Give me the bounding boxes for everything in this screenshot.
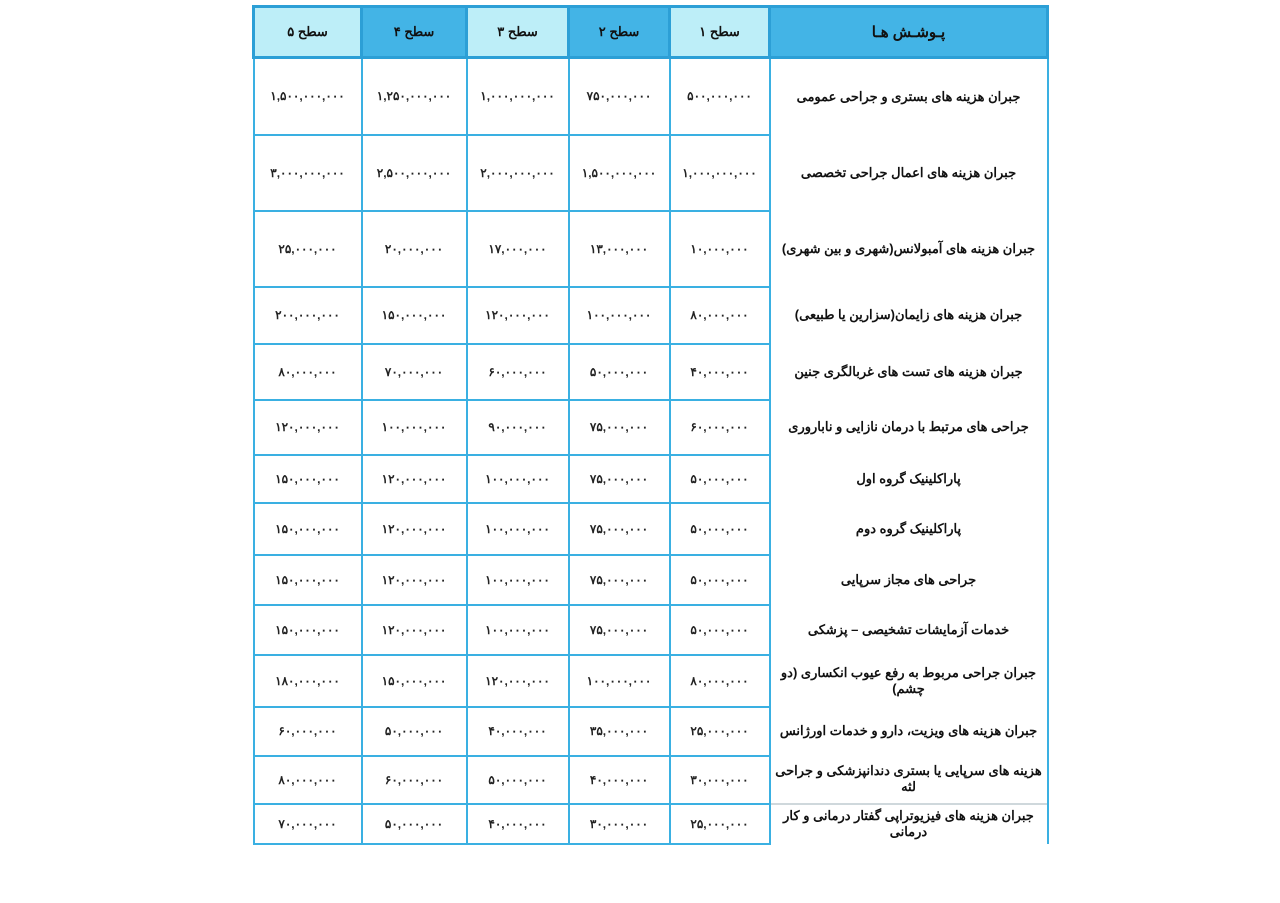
table-body [254, 58, 1048, 844]
level-3-value: ۱,۰۰۰,۰۰۰,۰۰۰ [467, 58, 569, 135]
level-5-value: ۸۰,۰۰۰,۰۰۰ [254, 344, 362, 400]
level-3-value: ۱۰۰,۰۰۰,۰۰۰ [467, 605, 569, 655]
level-2-value: ۷۵,۰۰۰,۰۰۰ [569, 555, 670, 605]
level-3-value: ۱۰۰,۰۰۰,۰۰۰ [467, 555, 569, 605]
coverage-label: پاراکلینیک گروه دوم [770, 503, 1048, 555]
level-2-value: ۱۰۰,۰۰۰,۰۰۰ [569, 655, 670, 707]
coverage-label: جبران هزینه های اعمال جراحی تخصصی [770, 135, 1048, 211]
coverage-label: هزینه های سرپایی یا بستری دندانپزشکی و جراحی لثه [770, 756, 1048, 804]
level-2-value: ۴۰,۰۰۰,۰۰۰ [569, 756, 670, 804]
level-4-value: ۶۰,۰۰۰,۰۰۰ [362, 756, 467, 804]
level-2-value: ۳۰,۰۰۰,۰۰۰ [569, 804, 670, 844]
coverage-label: جبران هزینه های آمبولانس(شهری و بین شهری) [770, 211, 1048, 287]
level-3-value: ۴۰,۰۰۰,۰۰۰ [467, 707, 569, 756]
coverage-label: جراحی های مرتبط با درمان نازایی و ناباروری [770, 400, 1048, 455]
coverage-label: جبران هزینه های بستری و جراحی عمومی [770, 58, 1048, 135]
level-2-value: ۷۵,۰۰۰,۰۰۰ [569, 503, 670, 555]
level-1-value: ۱۰,۰۰۰,۰۰۰ [670, 211, 770, 287]
level-5-value: ۳,۰۰۰,۰۰۰,۰۰۰ [254, 135, 362, 211]
table-row [254, 707, 1048, 756]
level-5-value: ۱۵۰,۰۰۰,۰۰۰ [254, 555, 362, 605]
coverage-table [252, 5, 1049, 845]
level-5-value: ۲۰۰,۰۰۰,۰۰۰ [254, 287, 362, 344]
table-row [254, 287, 1048, 344]
level-4-value: ۲,۵۰۰,۰۰۰,۰۰۰ [362, 135, 467, 211]
level-4-value: ۵۰,۰۰۰,۰۰۰ [362, 804, 467, 844]
level-2-value: ۵۰,۰۰۰,۰۰۰ [569, 344, 670, 400]
level-4-value: ۱۵۰,۰۰۰,۰۰۰ [362, 655, 467, 707]
coverage-label: جراحی های مجاز سرپایی [770, 555, 1048, 605]
level-1-value: ۲۵,۰۰۰,۰۰۰ [670, 707, 770, 756]
level-3-value: ۱۰۰,۰۰۰,۰۰۰ [467, 455, 569, 503]
table-row [254, 211, 1048, 287]
level-4-value: ۱۰۰,۰۰۰,۰۰۰ [362, 400, 467, 455]
level-3-value: ۱۰۰,۰۰۰,۰۰۰ [467, 503, 569, 555]
level-1-value: ۴۰,۰۰۰,۰۰۰ [670, 344, 770, 400]
level-4-value: ۱,۲۵۰,۰۰۰,۰۰۰ [362, 58, 467, 135]
header-level-3: سطح ۳ [467, 7, 569, 58]
table-row [254, 58, 1048, 135]
level-5-value: ۲۵,۰۰۰,۰۰۰ [254, 211, 362, 287]
level-1-value: ۵۰۰,۰۰۰,۰۰۰ [670, 58, 770, 135]
table-row [254, 655, 1048, 707]
table-row [254, 135, 1048, 211]
table-row [254, 804, 1048, 844]
level-1-value: ۵۰,۰۰۰,۰۰۰ [670, 605, 770, 655]
level-5-value: ۱,۵۰۰,۰۰۰,۰۰۰ [254, 58, 362, 135]
table-row [254, 756, 1048, 804]
level-4-value: ۱۵۰,۰۰۰,۰۰۰ [362, 287, 467, 344]
level-1-value: ۲۵,۰۰۰,۰۰۰ [670, 804, 770, 844]
header-level-1: سطح ۱ [670, 7, 770, 58]
level-2-value: ۷۵,۰۰۰,۰۰۰ [569, 605, 670, 655]
level-3-value: ۲,۰۰۰,۰۰۰,۰۰۰ [467, 135, 569, 211]
level-2-value: ۷۵,۰۰۰,۰۰۰ [569, 455, 670, 503]
level-5-value: ۱۸۰,۰۰۰,۰۰۰ [254, 655, 362, 707]
level-1-value: ۵۰,۰۰۰,۰۰۰ [670, 455, 770, 503]
header-coverages: پـوشـش هـا [770, 7, 1048, 58]
level-2-value: ۷۵,۰۰۰,۰۰۰ [569, 400, 670, 455]
level-2-value: ۱۳,۰۰۰,۰۰۰ [569, 211, 670, 287]
level-1-value: ۶۰,۰۰۰,۰۰۰ [670, 400, 770, 455]
coverage-label: جبران هزینه های فیزیوتراپی گفتار درمانی و کار درمانی [770, 804, 1048, 844]
header-level-5: سطح ۵ [254, 7, 362, 58]
coverage-label: خدمات آزمایشات تشخیصی – پزشکی [770, 605, 1048, 655]
level-3-value: ۱۷,۰۰۰,۰۰۰ [467, 211, 569, 287]
level-5-value: ۱۵۰,۰۰۰,۰۰۰ [254, 503, 362, 555]
level-5-value: ۱۲۰,۰۰۰,۰۰۰ [254, 400, 362, 455]
table-row [254, 400, 1048, 455]
level-2-value: ۳۵,۰۰۰,۰۰۰ [569, 707, 670, 756]
level-5-value: ۱۵۰,۰۰۰,۰۰۰ [254, 605, 362, 655]
level-2-value: ۱۰۰,۰۰۰,۰۰۰ [569, 287, 670, 344]
level-4-value: ۲۰,۰۰۰,۰۰۰ [362, 211, 467, 287]
level-3-value: ۱۲۰,۰۰۰,۰۰۰ [467, 655, 569, 707]
level-4-value: ۱۲۰,۰۰۰,۰۰۰ [362, 555, 467, 605]
level-2-value: ۷۵۰,۰۰۰,۰۰۰ [569, 58, 670, 135]
level-3-value: ۵۰,۰۰۰,۰۰۰ [467, 756, 569, 804]
coverage-label: جبران هزینه های زایمان(سزارین یا طبیعی) [770, 287, 1048, 344]
level-5-value: ۱۵۰,۰۰۰,۰۰۰ [254, 455, 362, 503]
coverage-label: جبران هزینه های تست های غربالگری جنین [770, 344, 1048, 400]
header-level-4: سطح ۴ [362, 7, 467, 58]
level-1-value: ۱,۰۰۰,۰۰۰,۰۰۰ [670, 135, 770, 211]
level-3-value: ۶۰,۰۰۰,۰۰۰ [467, 344, 569, 400]
level-2-value: ۱,۵۰۰,۰۰۰,۰۰۰ [569, 135, 670, 211]
level-1-value: ۳۰,۰۰۰,۰۰۰ [670, 756, 770, 804]
level-4-value: ۱۲۰,۰۰۰,۰۰۰ [362, 455, 467, 503]
header-row [254, 7, 1048, 58]
table-row [254, 344, 1048, 400]
table-row [254, 605, 1048, 655]
header-level-2: سطح ۲ [569, 7, 670, 58]
level-3-value: ۱۲۰,۰۰۰,۰۰۰ [467, 287, 569, 344]
coverage-label: پاراکلینیک گروه اول [770, 455, 1048, 503]
level-1-value: ۸۰,۰۰۰,۰۰۰ [670, 287, 770, 344]
level-1-value: ۵۰,۰۰۰,۰۰۰ [670, 555, 770, 605]
level-3-value: ۹۰,۰۰۰,۰۰۰ [467, 400, 569, 455]
coverage-label: جبران جراحی مربوط به رفع عیوب انکساری (دو چشم) [770, 655, 1048, 707]
level-4-value: ۱۲۰,۰۰۰,۰۰۰ [362, 503, 467, 555]
coverage-label: جبران هزینه های ویزیت، دارو و خدمات اورژانس [770, 707, 1048, 756]
level-1-value: ۸۰,۰۰۰,۰۰۰ [670, 655, 770, 707]
level-4-value: ۱۲۰,۰۰۰,۰۰۰ [362, 605, 467, 655]
level-3-value: ۴۰,۰۰۰,۰۰۰ [467, 804, 569, 844]
level-5-value: ۸۰,۰۰۰,۰۰۰ [254, 756, 362, 804]
level-4-value: ۵۰,۰۰۰,۰۰۰ [362, 707, 467, 756]
level-5-value: ۷۰,۰۰۰,۰۰۰ [254, 804, 362, 844]
level-1-value: ۵۰,۰۰۰,۰۰۰ [670, 503, 770, 555]
table-row [254, 555, 1048, 605]
table-row [254, 503, 1048, 555]
level-5-value: ۶۰,۰۰۰,۰۰۰ [254, 707, 362, 756]
table-row [254, 455, 1048, 503]
level-4-value: ۷۰,۰۰۰,۰۰۰ [362, 344, 467, 400]
